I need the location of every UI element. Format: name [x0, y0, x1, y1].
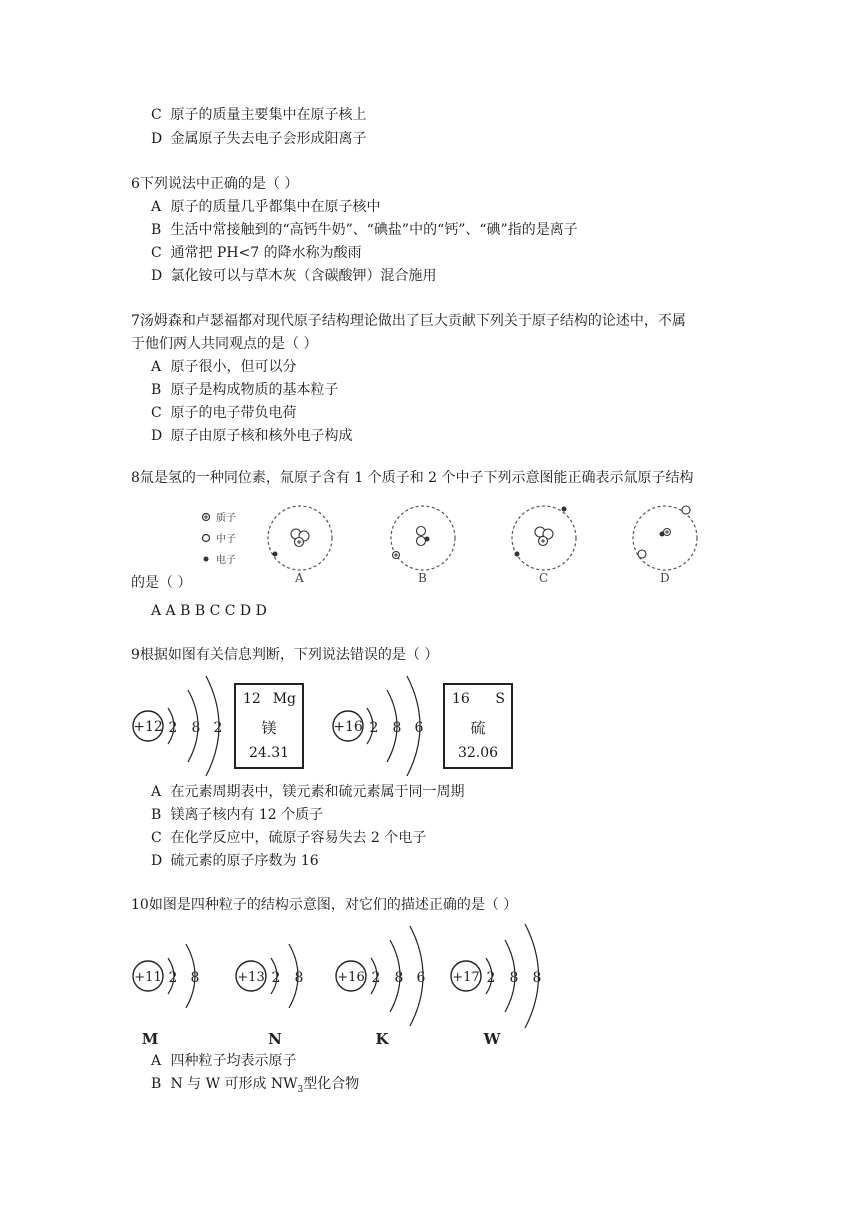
- q9-option-c: C 在化学反应中，硫原子容易失去 2 个电子: [151, 830, 427, 846]
- s-shell-3: 6: [414, 720, 424, 736]
- mg-atom-structure: [128, 668, 228, 780]
- diagram-a: [268, 506, 332, 585]
- mg-shell-2: 8: [191, 720, 201, 736]
- particle-label-n: N: [268, 1030, 282, 1048]
- diagram-label-b: B: [418, 571, 427, 585]
- particle-label-m: M: [141, 1030, 159, 1048]
- svg-text:6: 6: [416, 970, 426, 986]
- svg-text:+17: +17: [452, 970, 480, 985]
- svg-text:+11: +11: [134, 970, 162, 985]
- legend-neutron: 中子: [216, 534, 236, 545]
- diagram-c: [512, 506, 576, 585]
- svg-text:8: 8: [509, 970, 519, 986]
- diagram-label-c: C: [539, 571, 549, 585]
- svg-text:8: 8: [394, 970, 404, 986]
- particle-k: [336, 926, 426, 1048]
- svg-text:+16: +16: [337, 970, 365, 985]
- svg-text:8: 8: [294, 970, 304, 986]
- q9-option-b: B 镁离子核内有 12 个质子: [151, 807, 324, 823]
- q7-option-a: A 原子很小，但可以分: [151, 359, 297, 375]
- particle-label-w: W: [483, 1030, 501, 1048]
- q10-option-b: B N 与 W 可形成 $NW_3$型化合物: [151, 1076, 360, 1095]
- s-shell-2: 8: [392, 720, 402, 736]
- svg-text:2: 2: [486, 970, 496, 986]
- q7-option-c: C 原子的电子带负电荷: [151, 405, 297, 421]
- q6-option-a: A 原子的质量几乎都集中在原子核中: [151, 199, 381, 215]
- mg-symbol: Mg: [272, 691, 296, 707]
- q5-option-d: D 金属原子失去电子会形成阳离子: [151, 131, 367, 147]
- svg-text:2: 2: [371, 970, 381, 986]
- q10-option-a: A 四种粒子均表示原子: [151, 1053, 297, 1069]
- mg-nucleus: +12: [133, 719, 163, 735]
- legend-proton: 质子: [216, 513, 236, 524]
- mg-name: 镁: [261, 719, 277, 737]
- s-atomic-number: 16: [452, 691, 470, 707]
- mg-shell-3: 2: [213, 720, 223, 736]
- s-nucleus: +16: [333, 719, 363, 735]
- q10-stem: 10如图是四种粒子的结构示意图，对它们的描述正确的是（ ）: [131, 897, 518, 913]
- q9-option-a: A 在元素周期表中，镁元素和硫元素属于同一周期: [151, 784, 465, 800]
- s-symbol: S: [495, 691, 505, 707]
- svg-text:+13: +13: [237, 970, 265, 985]
- q9-option-d: D 硫元素的原子序数为 16: [151, 853, 319, 869]
- diagram-b: [391, 506, 455, 585]
- mg-shell-1: 2: [168, 720, 178, 736]
- legend-electron: 电子: [216, 555, 236, 566]
- mg-mass: 24.31: [248, 745, 290, 761]
- s-shell-1: 2: [369, 720, 379, 736]
- legend: [203, 511, 237, 566]
- q6-option-c: C 通常把 PH<7 的降水称为酸雨: [151, 245, 362, 261]
- q5-option-c: C 原子的质量主要集中在原子核上: [151, 107, 367, 123]
- svg-text:8: 8: [532, 970, 542, 986]
- diagram-label-a: A: [295, 571, 304, 585]
- q8-stem-line1: 8氚是氢的一种同位素，氚原子含有 1 个质子和 2 个中子下列示意图能正确表示氚原子结构: [131, 470, 694, 486]
- particle-n: [236, 944, 303, 1048]
- diagram-d: [633, 506, 697, 585]
- q6-option-b: B 生活中常接触到的“高钙牛奶”、“碘盐”中的“钙”、“碘”指的是离子: [151, 222, 578, 238]
- svg-text:8: 8: [190, 970, 200, 986]
- tritium-diagrams: [190, 492, 730, 588]
- mg-atomic-number: 12: [243, 691, 261, 707]
- q7-option-b: B 原子是构成物质的基本粒子: [151, 382, 339, 398]
- svg-text:2: 2: [271, 970, 281, 986]
- q7-option-d: D 原子由原子核和核外电子构成: [151, 428, 353, 444]
- particle-label-k: K: [375, 1030, 389, 1048]
- q7-stem-line1: 7汤姆森和卢瑟福都对现代原子结构理论做出了巨大贡献下列关于原子结构的论述中，不属: [131, 313, 686, 329]
- s-atom-structure: [325, 668, 435, 780]
- particle-m: [133, 944, 199, 1048]
- q8-stem-line2: 的是（ ）: [131, 575, 192, 591]
- q8-answer-options: A A B B C C D D: [151, 603, 267, 619]
- q7-stem-line2: 于他们两人共同观点的是（ ）: [131, 336, 318, 352]
- svg-text:2: 2: [168, 970, 178, 986]
- s-name: 硫: [470, 719, 486, 737]
- q6-option-d: D 氯化铵可以与草木灰（含碳酸钾）混合施用: [151, 268, 437, 284]
- mg-element-card: [234, 683, 304, 769]
- q9-stem: 9根据如图有关信息判断，下列说法错误的是（ ）: [131, 647, 439, 663]
- four-particles-diagram: [128, 918, 568, 1052]
- q6-stem: 6下列说法中正确的是（ ）: [131, 176, 299, 192]
- s-element-card: [443, 683, 513, 769]
- diagram-label-d: D: [660, 571, 670, 585]
- particle-w: [451, 924, 541, 1048]
- s-mass: 32.06: [457, 745, 499, 761]
